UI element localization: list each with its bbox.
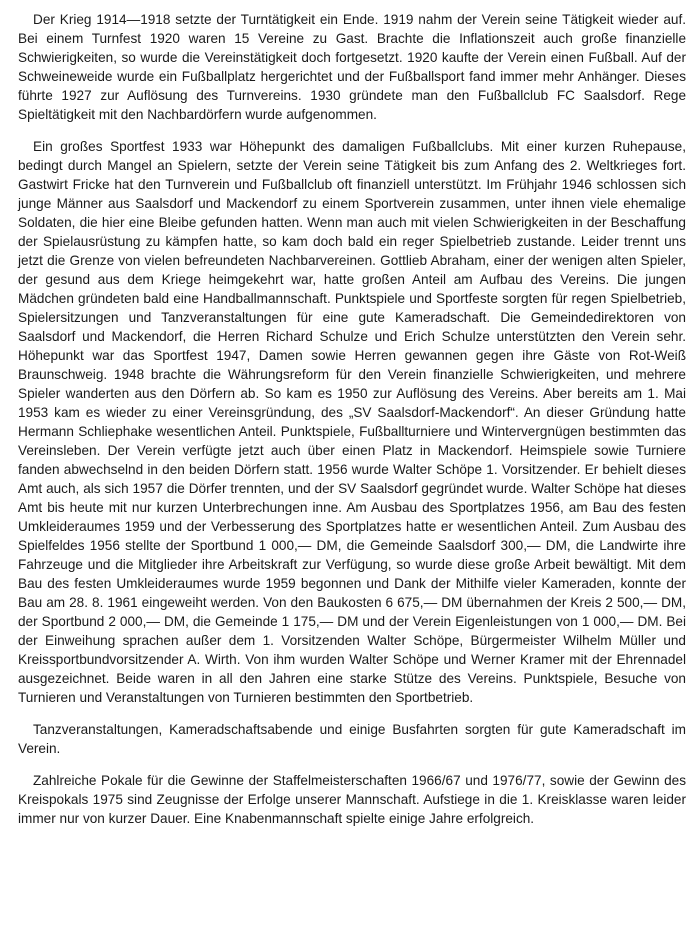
paragraph-erfolge: Zahlreiche Pokale für die Gewinne der Staffelmeisterschaften 1966/67 und 1976/77, sowie der Gewinn des Kreispokals 1975 sind Zeugnisse der Erfolge unserer Mannschaft. Aufstiege in die 1. Kreisklasse waren leider immer nur von kurzer Dauer. Eine Knabenmannschaft spielte einige Jahre erfolgreich. bbox=[18, 773, 686, 826]
paragraph-turnverein-history: Der Krieg 1914—1918 setzte der Turntätigkeit ein Ende. 1919 nahm der Verein seine Tätigkeit wieder auf. Bei einem Turnfest 1920 waren 15 Vereine zu Gast. Brachte die Inflationszeit auch große finanzielle Schwierigkeiten, so wurde die Vereinstätigkeit doch fortgesetzt. 1920 kaufte der Verein einen Fußball. Auf der Schweineweide wurde ein Fußballplatz hergerichtet und der Fußballsport fand immer mehr Anhänger. Dieses führte 1927 zur Auflösung des Turnvereins. 1930 gründete man den Fußballclub FC Saalsdorf. Rege Spieltätigkeit mit den Nachbardörfern wurde aufgenommen. bbox=[18, 12, 686, 122]
paragraph-sportverein-history: Ein großes Sportfest 1933 war Höhepunkt des damaligen Fußballclubs. Mit einer kurzen Ruhepause, bedingt durch Mangel an Spielern, setzte der Verein seine Tätigkeit bis zum Anfang des 2. Weltkrieges fort. Gastwirt Fricke hat den Turnverein und Fußballclub oft finanziell unterstützt. Im Frühjahr 1946 schlossen sich junge Männer aus Saalsdorf und Mackendorf zu einem Sportverein zusammen, unter ihnen viele ehemalige Soldaten, die hier eine Bleibe gefunden hatten. Wenn man auch mit vielen Schwierigkeiten in der Beschaffung der Spielausrüstung zu kämpfen hatte, so kam doch bald ein reger Spielbetrieb zustande. Leider trennt uns jetzt die Grenze von vielen befreundeten Nachbarvereinen. Gottlieb Abraham, einer der wenigen alten Spieler, der gesund aus dem Kriege heimgekehrt war, hatte großen Anteil am Aufbau des Vereins. Die jungen Mädchen gründeten bald eine Handballmannschaft. Punktspiele und Sportfeste sorgten für regen Spielbetrieb, Spielersitzungen und Tanzveranstaltungen für eine gute Kameradschaft. Die Gemeindedirektoren von Saalsdorf und Mackendorf, die Herren Richard Schulze und Erich Schulze unterstützten den Verein sehr. Höhepunkt war das Sportfest 1947, Damen sowie Herren gewannen gegen ihre Gäste von Rot-Weiß Braunschweig. 1948 brachte die Währungsreform für den Verein finanzielle Schwierigkeiten, und mehrere Spieler wanderten aus den Dörfern ab. So kam es 1950 zur Auflösung des Vereins. Aber bereits am 1. Mai 1953 kam es wieder zu einer Vereinsgründung, des „SV Saalsdorf-Mackendorf“. An dieser Gründung hatte Hermann Schliephake wesentlichen Anteil. Punktspiele, Fußballturniere und Wintervergnügen bestimmten das Vereinsleben. Der Verein verfügte jetzt auch über einen Platz in Mackendorf. Heimspiele sowie Turniere fanden abwechselnd in den beiden Dörfern statt. 1956 wurde Walter Schöpe 1. Vorsitzender. Er behielt dieses Amt auch, als sich 1957 die Dörfer trennten, und der SV Saalsdorf gegründet wurde. Walter Schöpe hat dieses Amt bis heute mit nur kurzen Unterbrechungen inne. Am Ausbau des Sportplatzes 1956, am Bau des festen Umkleideraumes 1959 und der Verbesserung des Sportplatzes hatte er wesentlichen Anteil. Zum Ausbau des Spielfeldes 1956 stellte der Sportbund 1 000,— DM, die Gemeinde Saalsdorf 300,— DM, die Landwirte ihre Fahrzeuge und die Mitglieder ihre Arbeitskraft zur Verfügung, so wurde diese große Arbeit bewältigt. Mit dem Bau des festen Umkleideraumes wurde 1959 begonnen und Dank der Mithilfe vieler Kameraden, konnte der Bau am 28. 8. 1961 eingeweiht werden. Von den Baukosten 6 675,— DM übernahmen der Kreis 2 500,— DM, der Sportbund 2 000,— DM, die Gemeinde 1 175,— DM und der Verein Eigenleistungen von 1 000,— DM. Bei der Einweihung sprachen außer dem 1. Vorsitzenden Walter Schöpe, Bürgermeister Wilhelm Müller und Kreissportbundvorsitzender A. Wirth. Von ihm wurden Walter Schöpe und Werner Kramer mit der Ehrennadel ausgezeichnet. Beide waren in all den Jahren eine starke Stütze des Vereins. Punktspiele, Besuche von Turnieren und Veranstaltungen von Turnieren bestimmten den Sportbetrieb. bbox=[18, 139, 686, 705]
document-page bbox=[18, 10, 686, 828]
paragraph-kameradschaft: Tanzveranstaltungen, Kameradschaftsabende und einige Busfahrten sorgten für gute Kameradschaft im Verein. bbox=[18, 722, 686, 756]
